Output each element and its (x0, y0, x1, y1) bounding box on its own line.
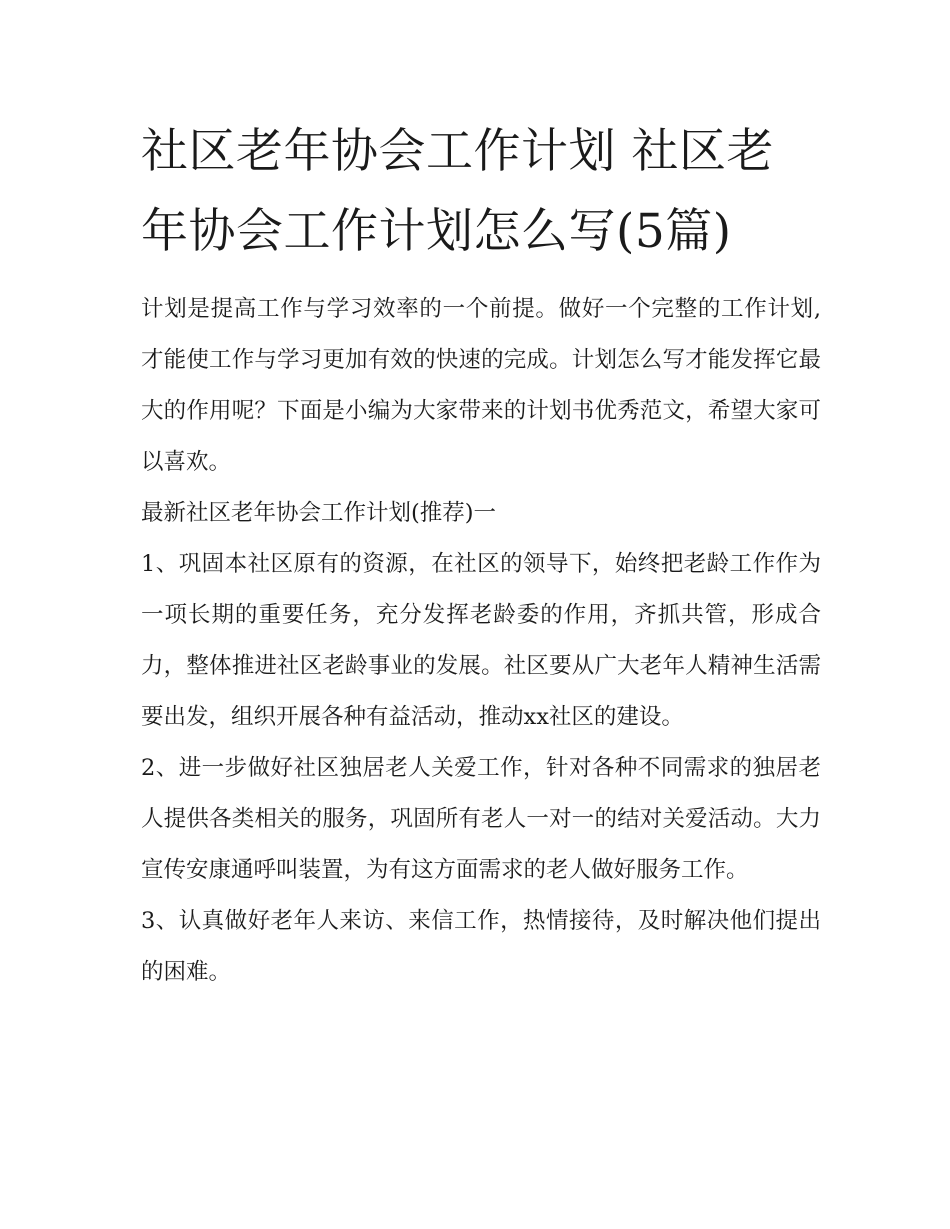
document-page (141, 112, 821, 998)
list-item-3: 3、认真做好老年人来访、来信工作，热情接待，及时解决他们提出的困难。 (141, 908, 821, 985)
intro-paragraph: 计划是提高工作与学习效率的一个前提。做好一个完整的工作计划,才能使工作与学习更加有效的快速的完成。计划怎么写才能发挥它最大的作用呢？下面是小编为大家带来的计划书优秀范文，希望大家可以喜欢。 (141, 296, 821, 475)
section-heading: 最新社区老年协会工作计划(推荐)一 (141, 500, 497, 526)
list-item-2: 2、进一步做好社区独居老人关爱工作，针对各种不同需求的独居老人提供各类相关的服务，巩固所有老人一对一的结对关爱活动。大力宣传安康通呼叫装置，为有这方面需求的老人做好服务工作。 (141, 755, 821, 883)
list-item-1: 1、巩固本社区原有的资源，在社区的领导下，始终把老龄工作作为一项长期的重要任务，充分发挥老龄委的作用，齐抓共管，形成合力，整体推进社区老龄事业的发展。社区要从广大老年人精神生活需要出发，组织开展各种有益活动，推动xx社区的建设。 (141, 551, 821, 730)
document-title: 社区老年协会工作计划 社区老年协会工作计划怎么写(5篇) (141, 124, 774, 259)
